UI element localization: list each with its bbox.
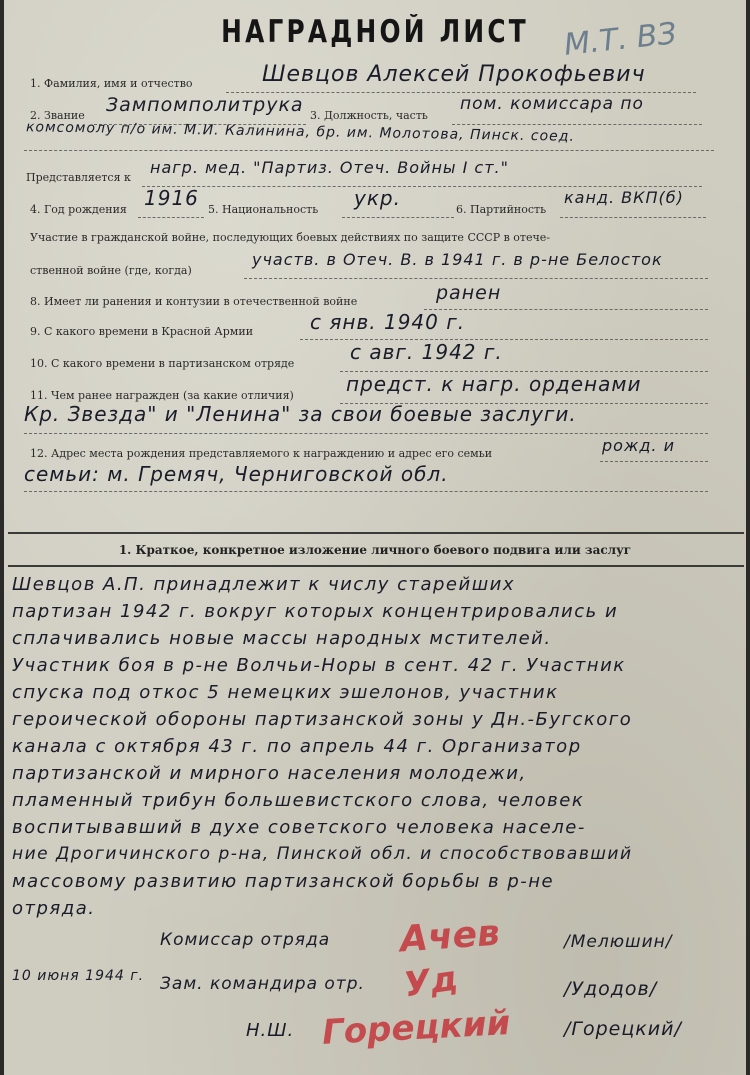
narrative-line: ние Дрогичинского р-на, Пинской обл. и способствовавший: [12, 844, 633, 864]
field-7-line: [244, 278, 708, 279]
signature-commissar: Ачев: [398, 912, 502, 961]
signature-name-commissar: /Мелюшин/: [564, 932, 673, 952]
field-8-line: [424, 309, 708, 310]
narrative-line: героической обороны партизанской зоны у Дн.-Бугского: [12, 709, 633, 730]
field-10-label: 10. С какого времени в партизанском отряде: [30, 357, 295, 370]
narrative-line: спуска под откос 5 немецких эшелонов, участник: [12, 682, 559, 703]
field-8-label: 8. Имеет ли ранения и контузии в отечественной войне: [30, 295, 358, 308]
narrative-line: пламенный трибун большевистского слова, человек: [12, 790, 585, 811]
narrative-line: партизан 1942 г. вокруг которых концентрировались и: [12, 601, 619, 622]
field-8-value: ранен: [436, 282, 502, 304]
field-9-label: 9. С какого времени в Красной Армии: [30, 325, 254, 338]
signature-deputy: Уд: [401, 958, 461, 1006]
field-5-value: укр.: [354, 186, 401, 210]
field-2-value: Зампомполитрука: [106, 94, 304, 116]
field-7-value: участв. в Отеч. В. в 1941 г. в р-не Белосток: [252, 250, 663, 269]
section-title: 1. Краткое, конкретное изложение личного боевого подвига или заслуг: [118, 543, 632, 557]
award-sheet: [4, 0, 746, 1075]
signature-role-deputy: Зам. командира отр.: [160, 974, 365, 994]
narrative-line: массовому развитию партизанской борьбы в р-не: [12, 871, 555, 892]
field-4-line: [138, 217, 204, 218]
field-4-value: 1916: [144, 186, 199, 210]
narrative-line: Шевцов А.П. принадлежит к числу старейших: [12, 574, 516, 595]
field-3-label: 3. Должность, часть: [310, 109, 428, 122]
field-11-value-b: Кр. Звезда" и "Ленина" за свои боевые заслуги.: [24, 402, 577, 426]
signature-role-chief-of-staff: Н.Ш.: [246, 1020, 295, 1041]
narrative-line: воспитывавший в духе советского человека населе-: [12, 817, 586, 838]
field-1-label: 1. Фамилия, имя и отчество: [30, 77, 193, 90]
signature-name-deputy: /Удодов/: [564, 978, 658, 1000]
field-3-line-b: [24, 150, 714, 151]
field-6-line: [560, 217, 706, 218]
field-7-label-b: ственной войне (где, когда): [30, 264, 192, 277]
field-6-label: 6. Партийность: [456, 203, 547, 216]
form-title: НАГРАДНОЙ ЛИСТ: [221, 14, 529, 50]
field-11-value-a: предст. к нагр. орденами: [346, 372, 642, 396]
field-11-label: 11. Чем ранее награжден (за какие отличия): [30, 389, 294, 402]
narrative-line: Участник боя в р-не Волчьи-Норы в сент. 42 г. Участник: [12, 655, 626, 676]
field-10-value: с авг. 1942 г.: [350, 340, 503, 364]
section-rule-top: [8, 532, 744, 534]
field-1-line: [226, 92, 696, 93]
field-9-value: с янв. 1940 г.: [310, 310, 466, 334]
narrative-line: партизанской и мирного населения молодежи,: [12, 763, 527, 784]
section-rule-bottom: [8, 565, 744, 567]
field-6-value: канд. ВКП(б): [564, 188, 684, 207]
field-12-label: 12. Адрес места рождения представляемого к награждению и адрес его семьи: [30, 447, 493, 460]
field-2-label: 2. Звание: [30, 109, 85, 122]
presented-for-value: нагр. мед. "Партиз. Отеч. Войны I ст.": [150, 158, 509, 177]
narrative-line: сплачивались новые массы народных мстителей.: [12, 628, 552, 649]
document-date: 10 июня 1944 г.: [12, 968, 145, 984]
field-3-line: [452, 124, 702, 125]
field-5-line: [342, 217, 454, 218]
signature-role-commissar: Комиссар отряда: [160, 930, 331, 950]
field-7-label-a: Участие в гражданской войне, последующих боевых действиях по защите СССР в отече-: [30, 231, 550, 244]
narrative-line: отряда.: [12, 898, 96, 919]
archive-corner-mark: М.Т. ВЗ: [562, 16, 679, 63]
field-5-label: 5. Национальность: [208, 203, 319, 216]
presented-for-label: Представляется к: [26, 171, 131, 184]
signature-chief-of-staff: Горецкий: [321, 1003, 512, 1053]
field-11-line-b: [24, 433, 708, 434]
field-3-value-a: пом. комиссара по: [460, 94, 644, 114]
field-12-line-b: [24, 491, 708, 492]
narrative-line: канала с октября 43 г. по апрель 44 г. Организатор: [12, 736, 582, 757]
presented-for-line: [142, 186, 702, 187]
field-1-value: Шевцов Алексей Прокофьевич: [262, 62, 646, 87]
signature-name-chief-of-staff: /Горецкий/: [564, 1018, 682, 1040]
field-12-value-b: семьи: м. Гремяч, Черниговской обл.: [24, 462, 449, 486]
field-12-value-a: рожд. и: [602, 436, 675, 455]
field-3-value-b: комсомолу п/о им. М.И. Калинина, бр. им. Молотова, Пинск. соед.: [25, 119, 575, 145]
field-12-line: [600, 461, 708, 462]
field-4-label: 4. Год рождения: [30, 203, 127, 216]
